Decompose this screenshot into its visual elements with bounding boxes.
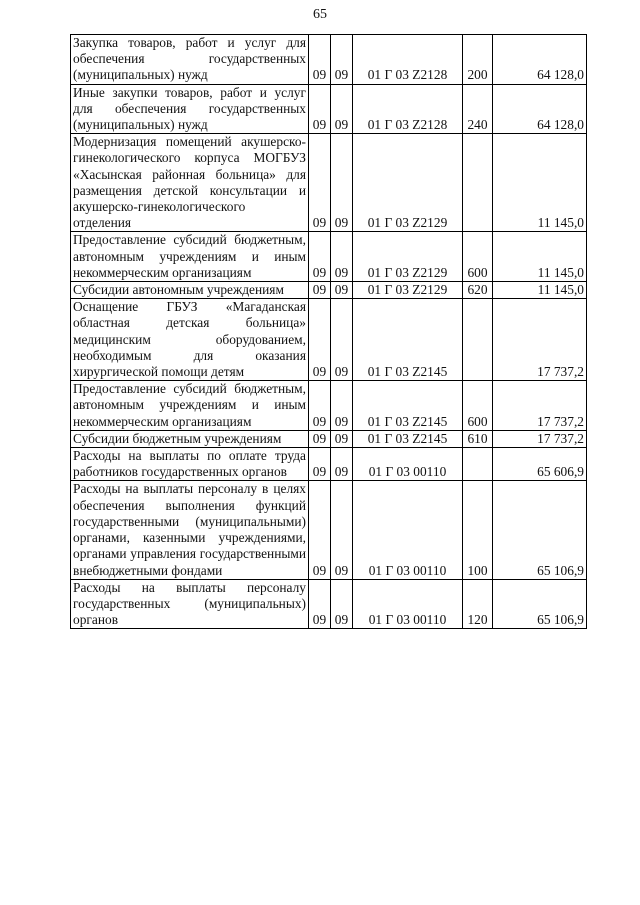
row-amount: 11 145,0	[493, 232, 587, 282]
row-name: Расходы на выплаты по оплате труда работников государственных органов	[71, 448, 309, 481]
row-section: 09	[309, 579, 331, 629]
table-row	[71, 299, 587, 381]
row-name: Расходы на выплаты персоналу государственных (муниципальных) органов	[71, 579, 309, 629]
row-amount: 64 128,0	[493, 84, 587, 134]
row-subsection: 09	[331, 579, 353, 629]
row-section: 09	[309, 35, 331, 85]
row-section: 09	[309, 481, 331, 579]
row-section: 09	[309, 381, 331, 431]
row-target-article: 01 Г 03 Z2128	[353, 35, 463, 85]
row-expense-type: 100	[463, 481, 493, 579]
row-amount: 65 106,9	[493, 481, 587, 579]
row-expense-type	[463, 299, 493, 381]
row-expense-type: 200	[463, 35, 493, 85]
row-subsection: 09	[331, 299, 353, 381]
table-row	[71, 381, 587, 431]
row-target-article: 01 Г 03 Z2129	[353, 282, 463, 299]
row-amount: 11 145,0	[493, 134, 587, 232]
budget-table	[70, 34, 587, 629]
row-expense-type: 240	[463, 84, 493, 134]
row-name: Субсидии автономным учреждениям	[71, 282, 309, 299]
table-row	[71, 134, 587, 232]
table-row	[71, 430, 587, 447]
row-target-article: 01 Г 03 00110	[353, 448, 463, 481]
row-target-article: 01 Г 03 Z2145	[353, 430, 463, 447]
row-name: Расходы на выплаты персоналу в целях обеспечения выполнения функций государственными (муниципальными) органами, казенными учреждениями, органами управления государственными внебюджетными фондами	[71, 481, 309, 579]
row-subsection: 09	[331, 448, 353, 481]
row-name: Предоставление субсидий бюджетным, автономным учреждениям и иным некоммерческим организациям	[71, 232, 309, 282]
row-name: Модернизация помещений акушерско-гинекологического корпуса МОГБУЗ «Хасынская районная больница» для размещения детской консультации и акушерско-гинекологического отделения	[71, 134, 309, 232]
row-section: 09	[309, 430, 331, 447]
row-section: 09	[309, 299, 331, 381]
row-subsection: 09	[331, 35, 353, 85]
row-subsection: 09	[331, 232, 353, 282]
row-name: Оснащение ГБУЗ «Магаданская областная детская больница» медицинским оборудованием, необходимым для оказания хирургической помощи детям	[71, 299, 309, 381]
row-subsection: 09	[331, 84, 353, 134]
row-subsection: 09	[331, 282, 353, 299]
row-subsection: 09	[331, 430, 353, 447]
row-target-article: 01 Г 03 Z2145	[353, 381, 463, 431]
row-name: Предоставление субсидий бюджетным, автономным учреждениям и иным некоммерческим организациям	[71, 381, 309, 431]
table-row	[71, 232, 587, 282]
page-number: 65	[313, 7, 327, 22]
row-section: 09	[309, 448, 331, 481]
row-target-article: 01 Г 03 00110	[353, 481, 463, 579]
row-name: Закупка товаров, работ и услуг для обеспечения государственных (муниципальных) нужд	[71, 35, 309, 85]
row-target-article: 01 Г 03 00110	[353, 579, 463, 629]
row-amount: 64 128,0	[493, 35, 587, 85]
row-name: Субсидии бюджетным учреждениям	[71, 430, 309, 447]
row-section: 09	[309, 84, 331, 134]
row-amount: 11 145,0	[493, 282, 587, 299]
row-section: 09	[309, 134, 331, 232]
table-row	[71, 448, 587, 481]
row-expense-type	[463, 134, 493, 232]
row-amount: 65 106,9	[493, 579, 587, 629]
row-expense-type: 610	[463, 430, 493, 447]
row-target-article: 01 Г 03 Z2129	[353, 232, 463, 282]
row-amount: 17 737,2	[493, 299, 587, 381]
row-expense-type: 120	[463, 579, 493, 629]
row-expense-type: 600	[463, 232, 493, 282]
row-expense-type: 620	[463, 282, 493, 299]
row-expense-type: 600	[463, 381, 493, 431]
row-amount: 65 606,9	[493, 448, 587, 481]
row-subsection: 09	[331, 481, 353, 579]
row-amount: 17 737,2	[493, 430, 587, 447]
row-section: 09	[309, 282, 331, 299]
row-subsection: 09	[331, 381, 353, 431]
row-target-article: 01 Г 03 Z2129	[353, 134, 463, 232]
table-row	[71, 481, 587, 579]
table-row	[71, 579, 587, 629]
row-target-article: 01 Г 03 Z2145	[353, 299, 463, 381]
table-row	[71, 35, 587, 85]
table-row	[71, 84, 587, 134]
row-amount: 17 737,2	[493, 381, 587, 431]
row-subsection: 09	[331, 134, 353, 232]
row-target-article: 01 Г 03 Z2128	[353, 84, 463, 134]
table-row	[71, 282, 587, 299]
row-section: 09	[309, 232, 331, 282]
row-expense-type	[463, 448, 493, 481]
row-name: Иные закупки товаров, работ и услуг для обеспечения государственных (муниципальных) нужд	[71, 84, 309, 134]
